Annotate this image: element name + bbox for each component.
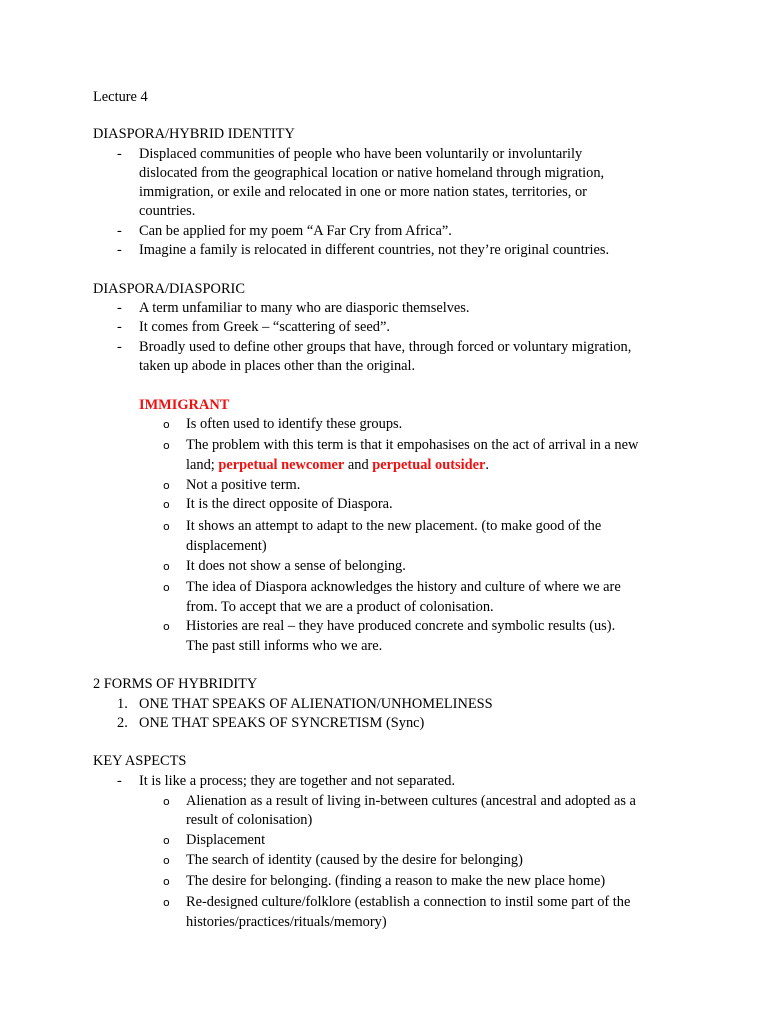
sub-item-line: Is often used to identify these groups. [186, 416, 403, 432]
text-fragment: . [485, 457, 489, 473]
circle-bullet: o [163, 479, 170, 492]
circle-bullet: o [163, 581, 170, 594]
sub-item-line: histories/practices/rituals/memory) [186, 914, 387, 930]
sub-item-line: The problem with this term is that it empohasises on the act of arrival in a new [186, 437, 639, 453]
circle-bullet: o [163, 520, 170, 533]
sub-item-line: It does not show a sense of belonging. [186, 558, 406, 574]
list-item-line: dislocated from the geographical location or native homeland through migration, [139, 165, 605, 181]
highlight-perpetual-newcomer: perpetual newcomer [218, 457, 345, 473]
section-heading-key-aspects: KEY ASPECTS [93, 753, 187, 769]
circle-bullet: o [163, 620, 170, 633]
sub-item-line: The past still informs who we are. [186, 638, 383, 654]
sub-item-line: displacement) [186, 538, 267, 554]
circle-bullet: o [163, 896, 170, 909]
list-item-line: Broadly used to define other groups that have, through forced or voluntary migration, [139, 339, 632, 355]
highlight-perpetual-outsider: perpetual outsider [372, 457, 486, 473]
circle-bullet: o [163, 418, 170, 431]
dash-marker: - [117, 319, 122, 335]
sub-item-line: It shows an attempt to adapt to the new placement. (to make good of the [186, 518, 602, 534]
section-heading-diaspora-diasporic: DIASPORA/DIASPORIC [93, 281, 245, 297]
circle-bullet: o [163, 439, 170, 452]
sub-item-line: result of colonisation) [186, 812, 313, 828]
section-heading-diaspora-hybrid: DIASPORA/HYBRID IDENTITY [93, 126, 295, 142]
list-item-line: A term unfamiliar to many who are diasporic themselves. [139, 300, 470, 316]
circle-bullet: o [163, 795, 170, 808]
list-item-line: It comes from Greek – “scattering of seed”. [139, 319, 390, 335]
numbered-item: ONE THAT SPEAKS OF ALIENATION/UNHOMELINESS [139, 696, 493, 712]
dash-marker: - [117, 339, 122, 355]
sub-item-line: from. To accept that we are a product of colonisation. [186, 599, 494, 615]
dash-marker: - [117, 300, 122, 316]
sub-item-line: Histories are real – they have produced concrete and symbolic results (us). [186, 618, 616, 634]
dash-marker: - [117, 146, 122, 162]
sub-item-line: Displacement [186, 832, 266, 848]
list-item-line: countries. [139, 203, 196, 219]
sub-item-line-highlighted [186, 456, 489, 474]
dash-marker: - [117, 223, 122, 239]
number-marker: 2. [117, 715, 128, 731]
sub-item-line: It is the direct opposite of Diaspora. [186, 496, 393, 512]
section-heading-forms-of-hybridity: 2 FORMS OF HYBRIDITY [93, 676, 258, 692]
text-fragment: and [344, 457, 373, 473]
list-item-line: taken up abode in places other than the original. [139, 358, 416, 374]
sub-item-line: Alienation as a result of living in-between cultures (ancestral and adopted as a [186, 793, 636, 809]
circle-bullet: o [163, 875, 170, 888]
list-item-line: Can be applied for my poem “A Far Cry from Africa”. [139, 223, 452, 239]
sub-item-line: The desire for belonging. (finding a reason to make the new place home) [186, 873, 606, 889]
circle-bullet: o [163, 560, 170, 573]
list-item-line: immigration, or exile and relocated in one or more nation states, territories, or [139, 184, 587, 200]
immigrant-heading: IMMIGRANT [139, 397, 230, 413]
lecture-title: Lecture 4 [93, 89, 148, 105]
sub-item-line: Not a positive term. [186, 477, 301, 493]
sub-item-line: The search of identity (caused by the desire for belonging) [186, 852, 523, 868]
list-item-line: Imagine a family is relocated in different countries, not they’re original countries. [139, 242, 610, 258]
list-item-line: Displaced communities of people who have been voluntarily or involuntarily [139, 146, 583, 162]
circle-bullet: o [163, 854, 170, 867]
circle-bullet: o [163, 498, 170, 511]
number-marker: 1. [117, 696, 128, 712]
dash-marker: - [117, 773, 122, 789]
dash-marker: - [117, 242, 122, 258]
text-fragment: land; [186, 457, 219, 473]
sub-item-line: The idea of Diaspora acknowledges the history and culture of where we are [186, 579, 621, 595]
numbered-item: ONE THAT SPEAKS OF SYNCRETISM (Sync) [139, 715, 425, 731]
circle-bullet: o [163, 834, 170, 847]
list-item-line: It is like a process; they are together and not separated. [139, 773, 456, 789]
sub-item-line: Re-designed culture/folklore (establish a connection to instil some part of the [186, 894, 631, 910]
